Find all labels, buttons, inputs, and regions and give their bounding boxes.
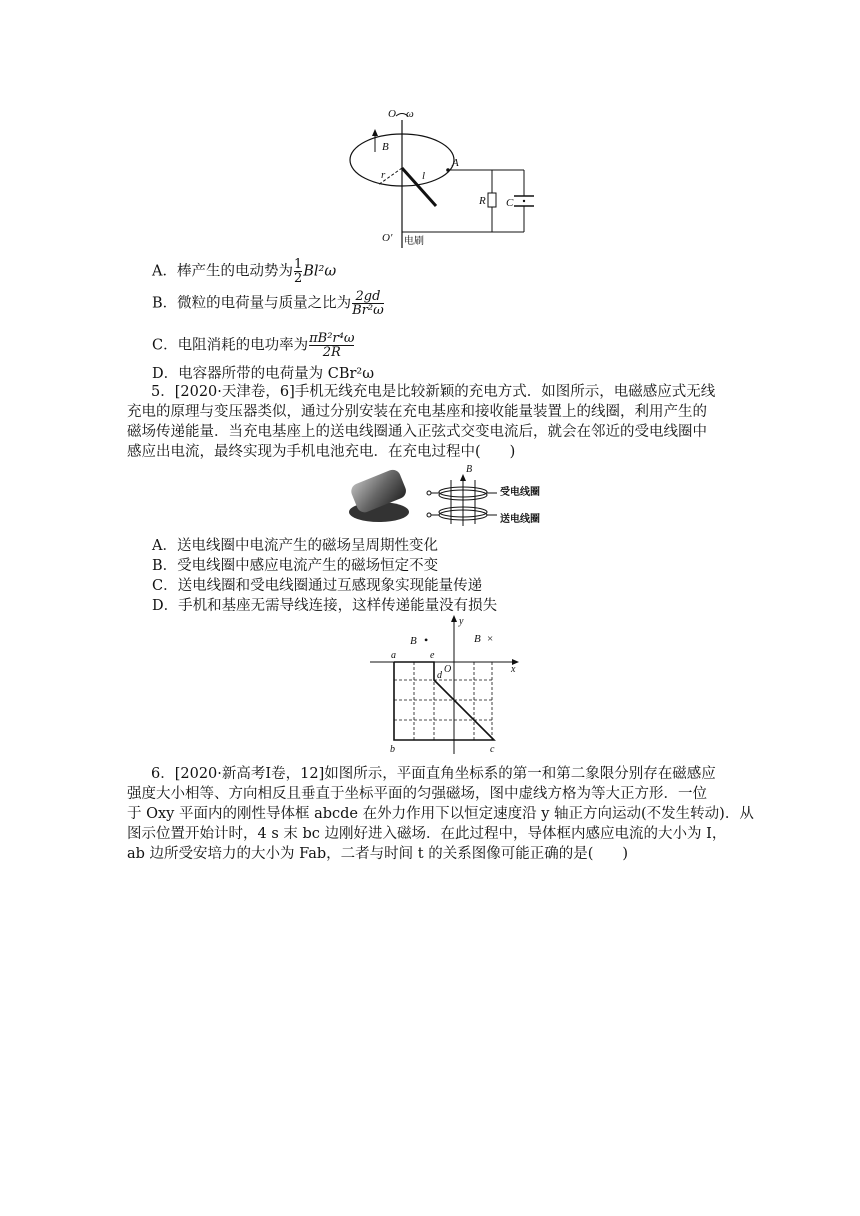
- option-b-text: B．微粒的电荷量与质量之比为: [152, 295, 352, 312]
- label-b-vertex: b: [390, 744, 395, 755]
- label-brush: 电刷: [404, 236, 424, 247]
- option-c-text: C．电阻消耗的电功率为: [152, 337, 309, 354]
- label-o-bottom: O′: [382, 232, 393, 244]
- q5-option-b: B．受电线圈中感应电流产生的磁场恒定不变: [152, 558, 439, 574]
- cross-symbol: ×: [487, 633, 494, 645]
- fraction-power: [309, 332, 354, 359]
- q6-line: 图示位置开始计时，4 s 末 bc 边刚好进入磁场．在此过程中，导体框内感应电流的大小为 I，: [127, 826, 727, 842]
- dot-symbol: •: [424, 633, 429, 647]
- label-a: a: [391, 650, 396, 661]
- q5-stem: [127, 382, 737, 462]
- label-b-left: B: [410, 635, 417, 647]
- label-send-coil: 送电线圈: [500, 514, 540, 525]
- q4-option-d: D．电容器所带的电荷量为 CBr²ω: [152, 366, 375, 382]
- label-c: c: [490, 744, 495, 755]
- label-receive-coil: 受电线圈: [500, 487, 540, 498]
- fraction-charge-mass: [352, 290, 384, 317]
- fraction-numerator: πB²r⁴ω: [309, 331, 355, 346]
- label-d: d: [437, 670, 442, 681]
- q5-line: 感应出电流，最终实现为手机电池充电．在充电过程中( ): [127, 444, 516, 460]
- label-a: A: [452, 157, 459, 169]
- label-capacitor: C: [506, 197, 514, 209]
- fraction-denominator: Br²ω: [352, 303, 384, 318]
- label-b-right: B: [474, 633, 481, 645]
- fraction-denominator: 2: [293, 271, 303, 286]
- fraction-numerator: 1: [293, 257, 303, 272]
- q5-line: 充电的原理与变压器类似，通过分别安装在充电基座和接收能量装置上的线圈，利用产生的: [127, 404, 707, 420]
- fraction-denominator: 2R: [309, 345, 354, 359]
- label-o-top: O: [388, 108, 396, 120]
- fraction-half: [294, 258, 302, 285]
- q6-line: ab 边所受安培力的大小为 Fab，二者与时间 t 的关系图像可能正确的是( ): [127, 846, 629, 862]
- label-o: O: [444, 664, 452, 675]
- q5-option-d: D．手机和基座无需导线连接，这样传递能量没有损失: [152, 598, 498, 614]
- rotating-rod-circuit-figure: [340, 100, 560, 250]
- q5-line: 5．[2020·天津卷，6]手机无线充电是比较新颖的充电方式．如图所示，电磁感应式无线: [151, 384, 716, 400]
- q5-line: 磁场传递能量．当充电基座上的送电线圈通入正弦式交变电流后，就会在邻近的受电线圈中: [127, 424, 707, 440]
- label-b: B: [382, 141, 389, 153]
- q4-option-b: [152, 290, 385, 317]
- q6-line: 强度大小相等、方向相反且垂直于坐标平面的匀强磁场，图中虚线方格为等大正方形．一位: [127, 786, 707, 802]
- label-r: r: [381, 169, 386, 181]
- label-e: e: [430, 650, 435, 661]
- label-b: B: [466, 464, 473, 475]
- fraction-numerator: 2gd: [355, 289, 381, 304]
- q6-line: 于 Oxy 平面内的刚性导体框 abcde 在外力作用下以恒定速度沿 y 轴正方向运动(不发生转动)．从: [127, 806, 754, 822]
- option-a-text: A．棒产生的电动势为: [152, 263, 293, 280]
- coordinate-frame-figure: [370, 612, 530, 757]
- q5-option-a: A．送电线圈中电流产生的磁场呈周期性变化: [152, 538, 438, 554]
- label-resistor: R: [479, 195, 486, 207]
- q6-stem: [127, 764, 754, 864]
- label-l: l: [422, 170, 426, 182]
- wireless-charging-figure: [345, 462, 555, 532]
- q4-option-a: [152, 258, 336, 285]
- option-a-formula: Bl²ω: [303, 263, 337, 280]
- q6-line: 6．[2020·新高考Ⅰ卷，12]如图所示，平面直角坐标系的第一和第二象限分别存在磁感应: [151, 766, 716, 782]
- q4-option-c: [152, 332, 355, 359]
- q5-option-c: C．送电线圈和受电线圈通过互感现象实现能量传递: [152, 578, 483, 594]
- label-y: y: [459, 616, 464, 627]
- label-omega: ω: [406, 108, 414, 120]
- label-x: x: [511, 664, 516, 675]
